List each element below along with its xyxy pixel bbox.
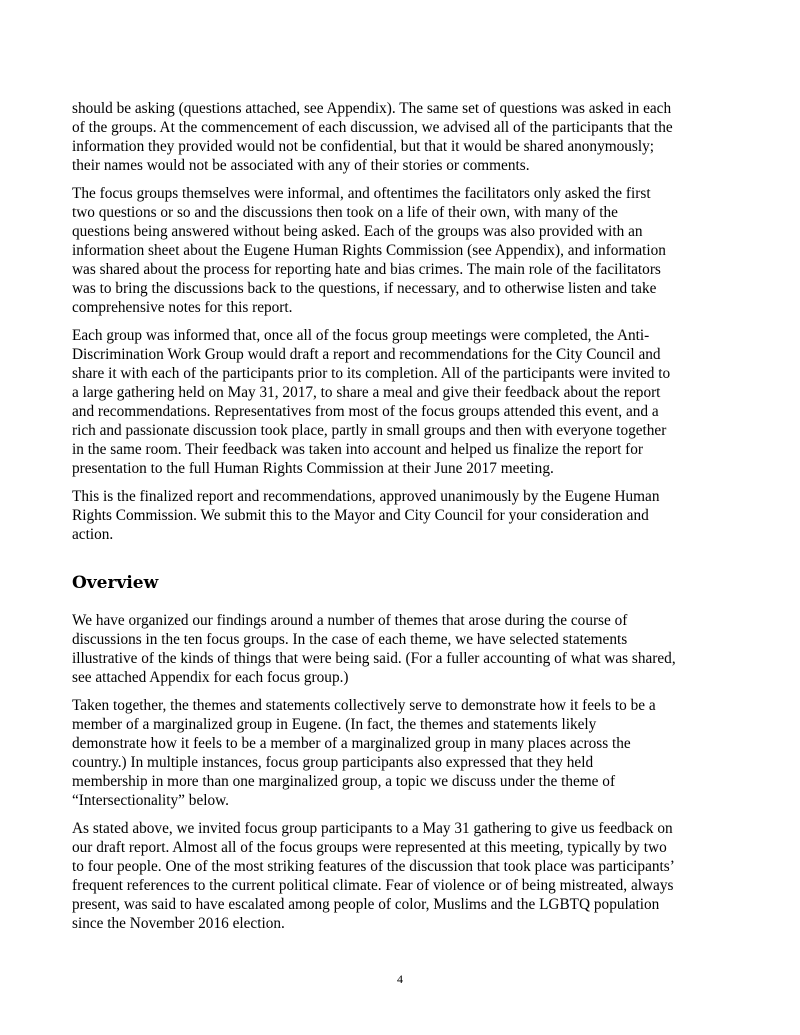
text-line: comprehensive notes for this report. [72, 299, 293, 316]
text-line: discussions in the ten focus groups. In the case of each theme, we have selected statements [72, 631, 628, 648]
text-line: membership in more than one marginalized group, a topic we discuss under the theme of [72, 773, 616, 790]
text-line: two questions or so and the discussions then took on a life of their own, with many of the [72, 204, 618, 221]
paragraph [72, 326, 732, 478]
paragraph [72, 696, 732, 810]
text-line: country.) In multiple instances, focus group participants also expressed that they held [72, 754, 594, 771]
document-body [72, 99, 732, 942]
text-line: We have organized our findings around a number of themes that arose during the course of [72, 612, 628, 629]
paragraph [72, 184, 732, 317]
paragraph [72, 819, 732, 933]
text-line: a large gathering held on May 31, 2017, to share a meal and give their feedback about the report [72, 384, 661, 401]
text-line: was shared about the process for reporting hate and bias crimes. The main role of the facilitators [72, 261, 661, 278]
text-line: information sheet about the Eugene Human Rights Commission (see Appendix), and information [72, 242, 666, 259]
text-line: should be asking (questions attached, see Appendix). The same set of questions was asked in each [72, 100, 672, 117]
text-line: rich and passionate discussion took place, partly in small groups and then with everyone together [72, 422, 667, 439]
paragraph [72, 99, 732, 175]
text-line: present, was said to have escalated among people of color, Muslims and the LGBTQ population [72, 896, 660, 913]
text-line: illustrative of the kinds of things that were being said. (For a fuller accounting of what was shared, [72, 650, 676, 667]
text-line: was to bring the discussions back to the questions, if necessary, and to otherwise listen and take [72, 280, 657, 297]
paragraph [72, 611, 732, 687]
text-line: As stated above, we invited focus group participants to a May 31 gathering to give us feedback on [72, 820, 673, 837]
text-line: to four people. One of the most striking features of the discussion that took place was participants’ [72, 858, 675, 875]
text-line: presentation to the full Human Rights Commission at their June 2017 meeting. [72, 460, 554, 477]
paragraph [72, 487, 732, 544]
text-line: Discrimination Work Group would draft a report and recommendations for the City Council and [72, 346, 661, 363]
text-line: This is the finalized report and recommendations, approved unanimously by the Eugene Human [72, 488, 660, 505]
text-line: Each group was informed that, once all of the focus group meetings were completed, the Anti- [72, 327, 650, 344]
text-line: frequent references to the current political climate. Fear of violence or of being mistreated, always [72, 877, 674, 894]
text-line: questions being answered without being asked. Each of the groups was also provided with an [72, 223, 643, 240]
text-line: The focus groups themselves were informal, and oftentimes the facilitators only asked the first [72, 185, 651, 202]
text-line: their names would not be associated with any of their stories or comments. [72, 157, 530, 174]
text-line: see attached Appendix for each focus group.) [72, 669, 349, 686]
section-heading-overview: Overview [72, 573, 159, 593]
text-line: of the groups. At the commencement of each discussion, we advised all of the participants that the [72, 119, 673, 136]
overview-section [72, 611, 732, 933]
text-line: and recommendations. Representatives from most of the focus groups attended this event, and a [72, 403, 659, 420]
text-line: since the November 2016 election. [72, 915, 285, 932]
text-line: demonstrate how it feels to be a member of a marginalized group in many places across the [72, 735, 631, 752]
text-line: member of a marginalized group in Eugene. (In fact, the themes and statements likely [72, 716, 597, 733]
text-line: in the same room. Their feedback was taken into account and helped us finalize the report for [72, 441, 644, 458]
text-line: action. [72, 526, 114, 543]
text-line: information they provided would not be confidential, but that it would be shared anonymously; [72, 138, 655, 155]
text-line: “Intersectionality” below. [72, 792, 230, 809]
page-number: 4 [397, 972, 403, 986]
text-line: Taken together, the themes and statements collectively serve to demonstrate how it feels to be a [72, 697, 656, 714]
text-line: Rights Commission. We submit this to the Mayor and City Council for your consideration and [72, 507, 649, 524]
intro-section [72, 99, 732, 544]
text-line: share it with each of the participants prior to its completion. All of the participants were invited to [72, 365, 671, 382]
text-line: our draft report. Almost all of the focus groups were represented at this meeting, typically by two [72, 839, 667, 856]
